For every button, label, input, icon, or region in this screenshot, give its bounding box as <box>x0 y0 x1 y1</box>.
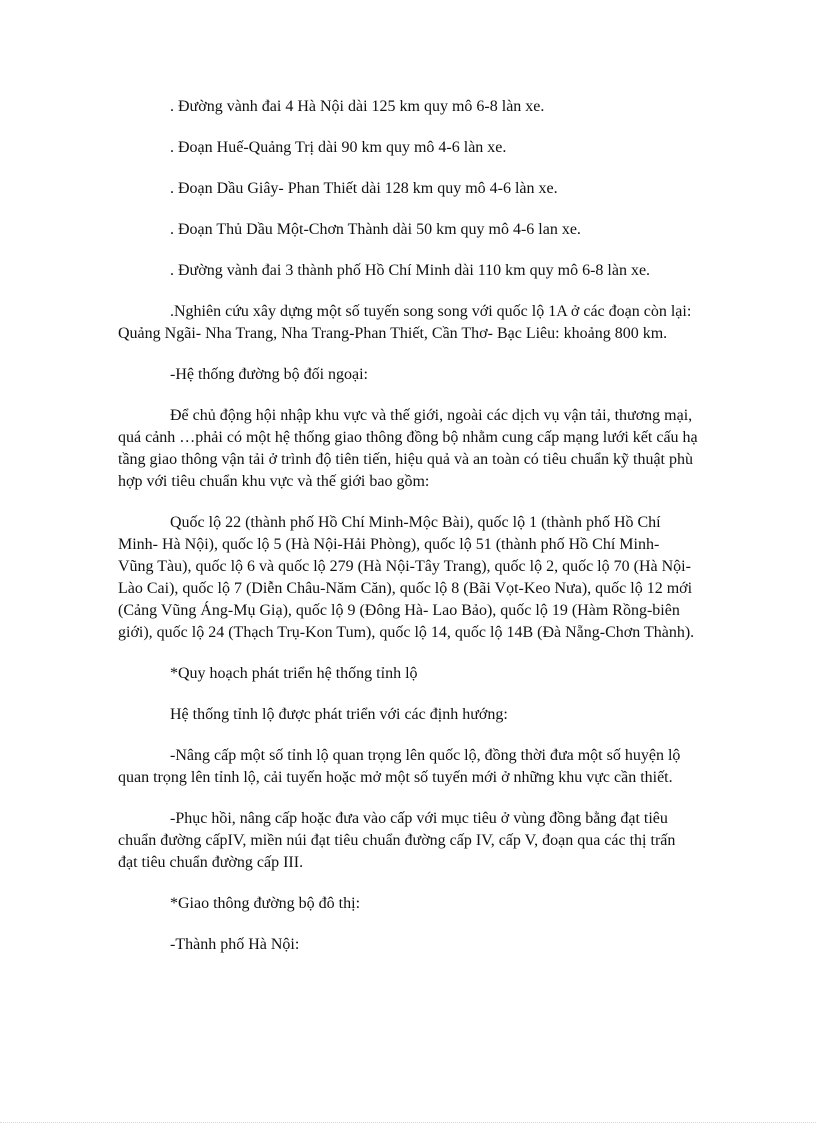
paragraph-national-highways-list: Quốc lộ 22 (thành phố Hồ Chí Minh-Mộc Bài), quốc lộ 1 (thành phố Hồ Chí Minh- Hà Nội), quốc lộ 5 (Hà Nội-Hải Phòng), quốc lộ 51 (thành phố Hồ Chí Minh- Vũng Tàu), quốc lộ 6 và quốc lộ 279 (Hà Nội-Tây Trang), quốc lộ 2, quốc lộ 70 (Hà Nội-Lào Cai), quốc lộ 7 (Diễn Châu-Năm Căn), quốc lộ 8 (Bãi Vọt-Keo Nưa), quốc lộ 12 mới (Cảng Vũng Áng-Mụ Giạ), quốc lộ 9 (Đông Hà- Lao Bảo), quốc lộ 19 (Hàm Rồng-biên giới), quốc lộ 24 (Thạch Trụ-Kon Tum), quốc lộ 14, quốc lộ 14B (Đà Nẵng-Chơn Thành). <box>118 514 695 641</box>
paragraph-dau-giay-phan-thiet: . Đoạn Dầu Giây- Phan Thiết dài 128 km quy mô 4-6 làn xe. <box>170 180 558 197</box>
paragraph-hue-quang-tri: . Đoạn Huế-Quảng Trị dài 90 km quy mô 4-6 làn xe. <box>170 139 507 156</box>
document-body <box>118 96 698 975</box>
paragraph-restore-standards: -Phục hồi, nâng cấp hoặc đưa vào cấp với mục tiêu ở vùng đồng bằng đạt tiêu chuẩn đường cấpIV, miền núi đạt tiêu chuẩn đường cấp IV, cấp V, đoạn qua các thị trấn đạt tiêu chuẩn đường cấp III. <box>118 810 676 871</box>
paragraph-integration: Để chủ động hội nhập khu vực và thế giới, ngoài các dịch vụ vận tải, thương mại, quá cảnh …phải có một hệ thống giao thông đồng bộ nhằm cung cấp mạng lưới kết cấu hạ tầng giao thông vận tải ở trình độ tiên tiến, hiệu quả và an toàn có tiêu chuẩn kỹ thuật phù hợp với tiêu chuẩn khu vực và thế giới bao gồm: <box>118 407 698 490</box>
paragraph-hanoi-heading: -Thành phố Hà Nội: <box>170 936 300 953</box>
paragraph-ring-road-4-hanoi: . Đường vành đai 4 Hà Nội dài 125 km quy mô 6-8 làn xe. <box>170 98 545 115</box>
paragraph-provincial-road-heading: *Quy hoạch phát triển hệ thống tỉnh lộ <box>170 665 418 682</box>
paragraph-external-road-heading: -Hệ thống đường bộ đối ngoại: <box>170 366 368 383</box>
paragraph-provincial-orientation: Hệ thống tỉnh lộ được phát triển với các định hướng: <box>170 706 508 723</box>
paragraph-parallel-routes: .Nghiên cứu xây dựng một số tuyến song song với quốc lộ 1A ở các đoạn còn lại: Quảng Ngãi- Nha Trang, Nha Trang-Phan Thiết, Cần Thơ- Bạc Liêu: khoảng 800 km. <box>118 303 692 342</box>
paragraph-ring-road-3-hcmc: . Đường vành đai 3 thành phố Hồ Chí Minh dài 110 km quy mô 6-8 làn xe. <box>170 262 651 279</box>
paragraph-urban-road-heading: *Giao thông đường bộ đô thị: <box>170 895 361 912</box>
paragraph-upgrade-provincial: -Nâng cấp một số tỉnh lộ quan trọng lên quốc lộ, đồng thời đưa một số huyện lộ quan trọng lên tỉnh lộ, cải tuyến hoặc mở một số tuyến mới ở những khu vực cần thiết. <box>118 747 681 786</box>
paragraph-thu-dau-mot-chon-thanh: . Đoạn Thủ Dầu Một-Chơn Thành dài 50 km quy mô 4-6 lan xe. <box>170 221 581 238</box>
